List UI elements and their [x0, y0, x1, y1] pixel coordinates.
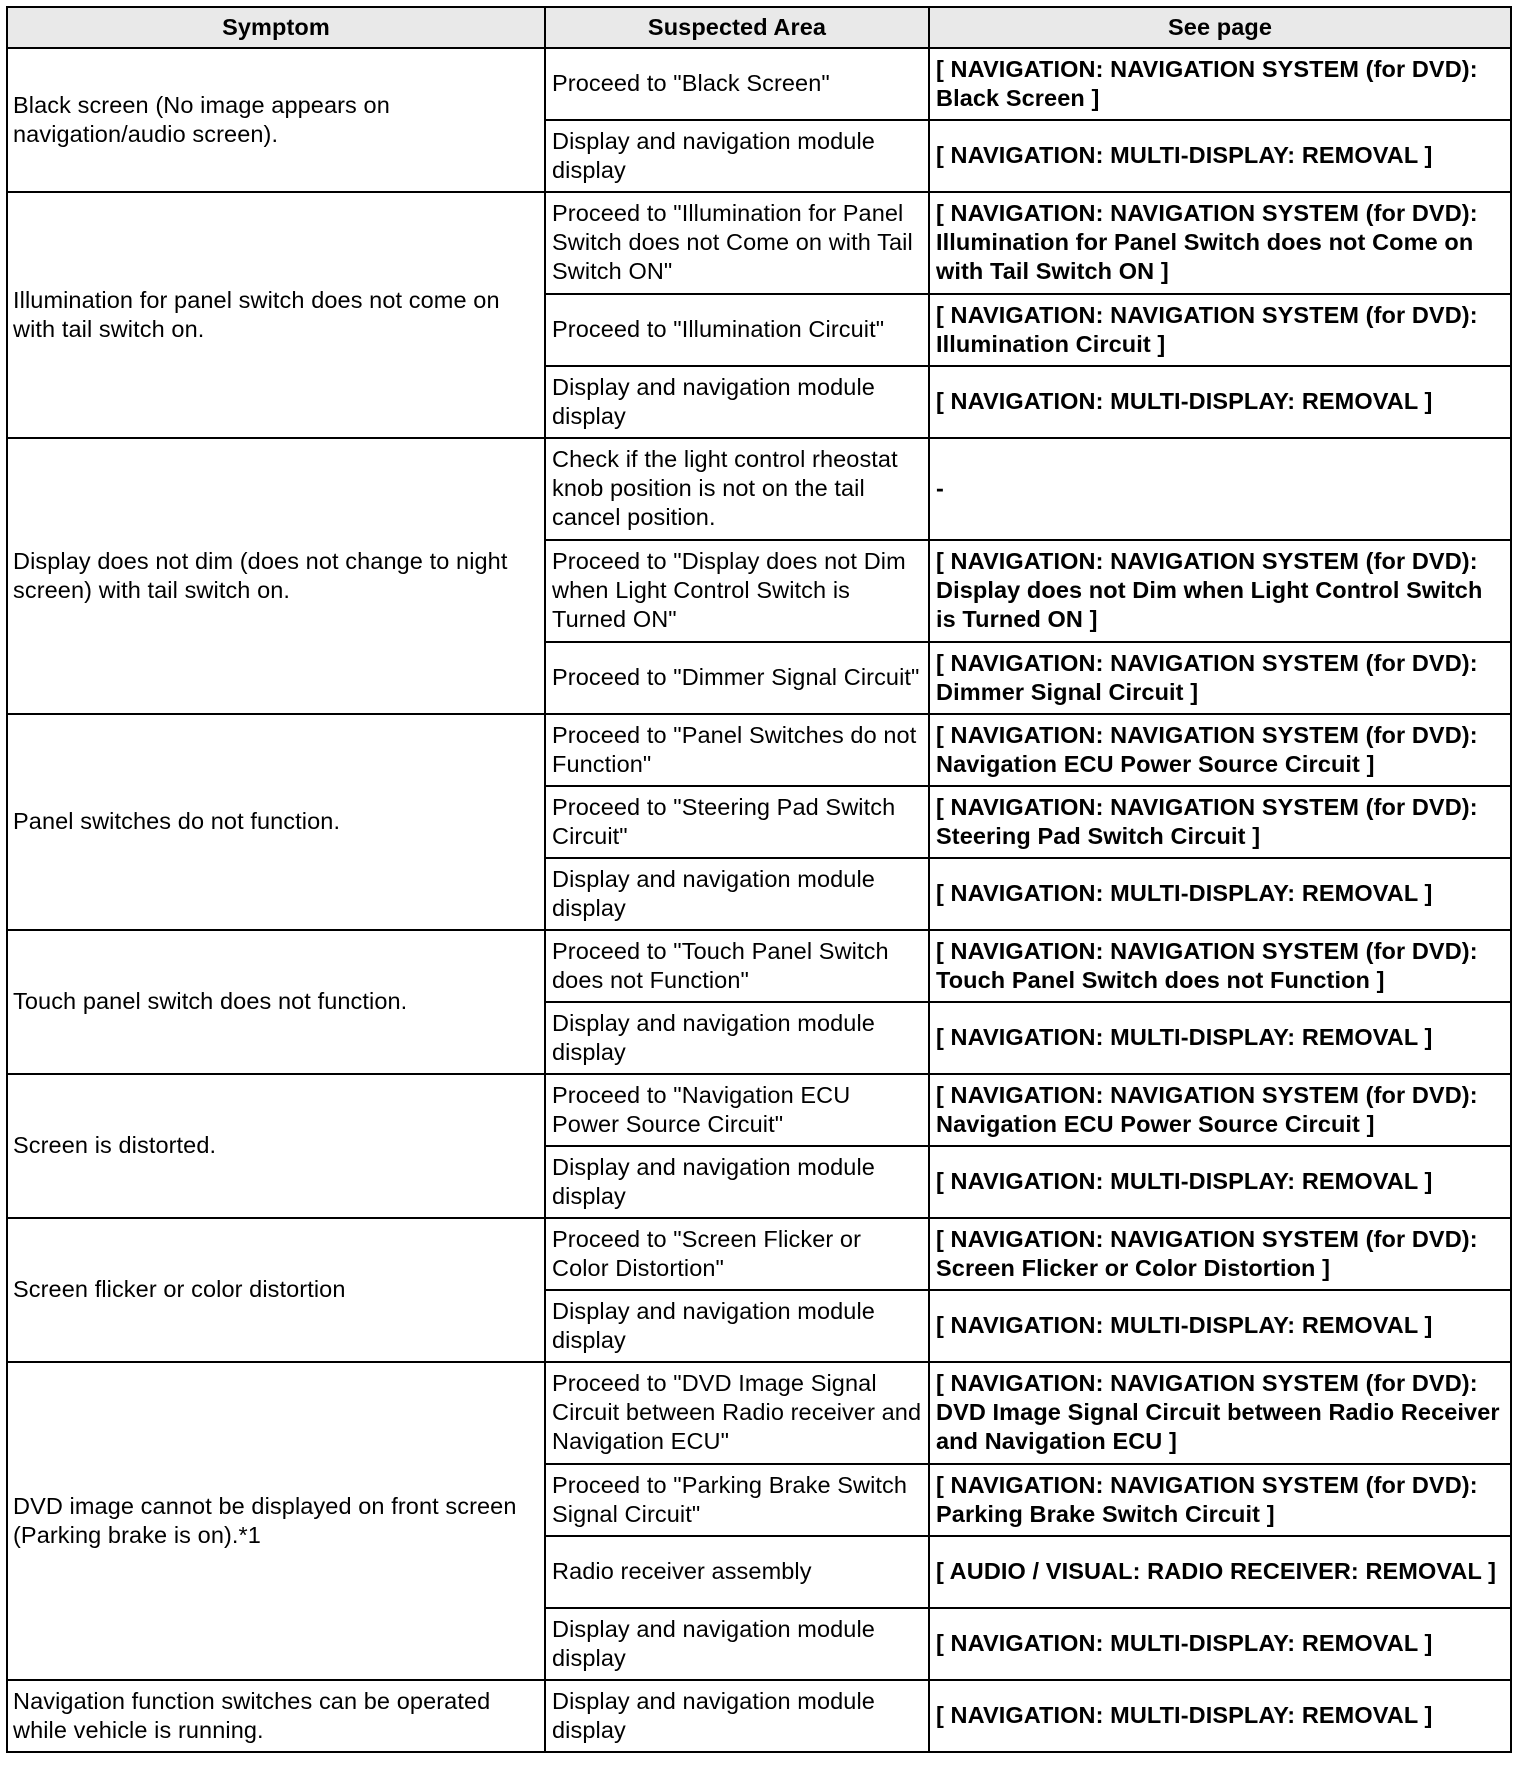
table-row: [7, 930, 1511, 1002]
see-page-cell: [ NAVIGATION: NAVIGATION SYSTEM (for DVD): Dimmer Signal Circuit ]: [929, 642, 1511, 714]
see-page-cell: [ NAVIGATION: MULTI-DISPLAY: REMOVAL ]: [929, 1608, 1511, 1680]
suspected-area-cell: Display and navigation module display: [545, 1680, 929, 1752]
suspected-area-cell: Proceed to "Illumination Circuit": [545, 294, 929, 366]
symptom-cell: Display does not dim (does not change to night screen) with tail switch on.: [7, 438, 545, 714]
see-page-cell: [ NAVIGATION: MULTI-DISPLAY: REMOVAL ]: [929, 1680, 1511, 1752]
table-row: [7, 1218, 1511, 1290]
see-page-cell: [ AUDIO / VISUAL: RADIO RECEIVER: REMOVAL ]: [929, 1536, 1511, 1608]
see-page-cell: [ NAVIGATION: NAVIGATION SYSTEM (for DVD): Navigation ECU Power Source Circuit ]: [929, 714, 1511, 786]
see-page-cell: [ NAVIGATION: NAVIGATION SYSTEM (for DVD): Black Screen ]: [929, 48, 1511, 120]
symptom-table: [6, 6, 1512, 1753]
suspected-area-cell: Radio receiver assembly: [545, 1536, 929, 1608]
see-page-cell: [ NAVIGATION: NAVIGATION SYSTEM (for DVD): Illumination for Panel Switch does not Come on with Tail Switch ON ]: [929, 192, 1511, 294]
suspected-area-cell: Proceed to "DVD Image Signal Circuit between Radio receiver and Navigation ECU": [545, 1362, 929, 1464]
see-page-cell: [ NAVIGATION: MULTI-DISPLAY: REMOVAL ]: [929, 1002, 1511, 1074]
see-page-cell: -: [929, 438, 1511, 540]
table-row: [7, 714, 1511, 786]
suspected-area-cell: Proceed to "Navigation ECU Power Source Circuit": [545, 1074, 929, 1146]
see-page-cell: [ NAVIGATION: NAVIGATION SYSTEM (for DVD): Screen Flicker or Color Distortion ]: [929, 1218, 1511, 1290]
suspected-area-cell: Proceed to "Screen Flicker or Color Distortion": [545, 1218, 929, 1290]
table-row: [7, 438, 1511, 540]
see-page-cell: [ NAVIGATION: NAVIGATION SYSTEM (for DVD): Touch Panel Switch does not Function ]: [929, 930, 1511, 1002]
suspected-area-cell: Check if the light control rheostat knob position is not on the tail cancel position.: [545, 438, 929, 540]
suspected-area-cell: Display and navigation module display: [545, 1002, 929, 1074]
table-row: [7, 1074, 1511, 1146]
see-page-cell: [ NAVIGATION: NAVIGATION SYSTEM (for DVD): Steering Pad Switch Circuit ]: [929, 786, 1511, 858]
suspected-area-cell: Proceed to "Touch Panel Switch does not Function": [545, 930, 929, 1002]
header-row: [7, 7, 1511, 48]
see-page-cell: [ NAVIGATION: NAVIGATION SYSTEM (for DVD): Parking Brake Switch Circuit ]: [929, 1464, 1511, 1536]
see-page-cell: [ NAVIGATION: NAVIGATION SYSTEM (for DVD): DVD Image Signal Circuit between Radio Receiver and Navigation ECU ]: [929, 1362, 1511, 1464]
header-suspected-area: Suspected Area: [545, 7, 929, 48]
table-row: [7, 1680, 1511, 1752]
table-row: [7, 48, 1511, 120]
see-page-cell: [ NAVIGATION: MULTI-DISPLAY: REMOVAL ]: [929, 120, 1511, 192]
symptom-cell: Touch panel switch does not function.: [7, 930, 545, 1074]
see-page-cell: [ NAVIGATION: MULTI-DISPLAY: REMOVAL ]: [929, 1146, 1511, 1218]
suspected-area-cell: Proceed to "Parking Brake Switch Signal Circuit": [545, 1464, 929, 1536]
suspected-area-cell: Proceed to "Steering Pad Switch Circuit": [545, 786, 929, 858]
suspected-area-cell: Proceed to "Panel Switches do not Function": [545, 714, 929, 786]
see-page-cell: [ NAVIGATION: MULTI-DISPLAY: REMOVAL ]: [929, 858, 1511, 930]
header-symptom: Symptom: [7, 7, 545, 48]
suspected-area-cell: Display and navigation module display: [545, 1146, 929, 1218]
symptom-cell: Black screen (No image appears on navigation/audio screen).: [7, 48, 545, 192]
symptom-cell: Navigation function switches can be operated while vehicle is running.: [7, 1680, 545, 1752]
suspected-area-cell: Proceed to "Dimmer Signal Circuit": [545, 642, 929, 714]
suspected-area-cell: Display and navigation module display: [545, 858, 929, 930]
see-page-cell: [ NAVIGATION: NAVIGATION SYSTEM (for DVD): Illumination Circuit ]: [929, 294, 1511, 366]
symptom-cell: Panel switches do not function.: [7, 714, 545, 930]
suspected-area-cell: Display and navigation module display: [545, 1608, 929, 1680]
table-row: [7, 192, 1511, 294]
symptom-cell: DVD image cannot be displayed on front screen (Parking brake is on).*1: [7, 1362, 545, 1680]
suspected-area-cell: Display and navigation module display: [545, 1290, 929, 1362]
table-body: [7, 48, 1511, 1752]
suspected-area-cell: Proceed to "Illumination for Panel Switch does not Come on with Tail Switch ON": [545, 192, 929, 294]
see-page-cell: [ NAVIGATION: NAVIGATION SYSTEM (for DVD): Display does not Dim when Light Control Switch is Turned ON ]: [929, 540, 1511, 642]
header-see-page: See page: [929, 7, 1511, 48]
symptom-cell: Screen is distorted.: [7, 1074, 545, 1218]
table-row: [7, 1362, 1511, 1464]
symptom-cell: Screen flicker or color distortion: [7, 1218, 545, 1362]
symptom-cell: Illumination for panel switch does not come on with tail switch on.: [7, 192, 545, 438]
suspected-area-cell: Display and navigation module display: [545, 366, 929, 438]
see-page-cell: [ NAVIGATION: MULTI-DISPLAY: REMOVAL ]: [929, 366, 1511, 438]
suspected-area-cell: Proceed to "Display does not Dim when Light Control Switch is Turned ON": [545, 540, 929, 642]
suspected-area-cell: Display and navigation module display: [545, 120, 929, 192]
see-page-cell: [ NAVIGATION: NAVIGATION SYSTEM (for DVD): Navigation ECU Power Source Circuit ]: [929, 1074, 1511, 1146]
see-page-cell: [ NAVIGATION: MULTI-DISPLAY: REMOVAL ]: [929, 1290, 1511, 1362]
suspected-area-cell: Proceed to "Black Screen": [545, 48, 929, 120]
